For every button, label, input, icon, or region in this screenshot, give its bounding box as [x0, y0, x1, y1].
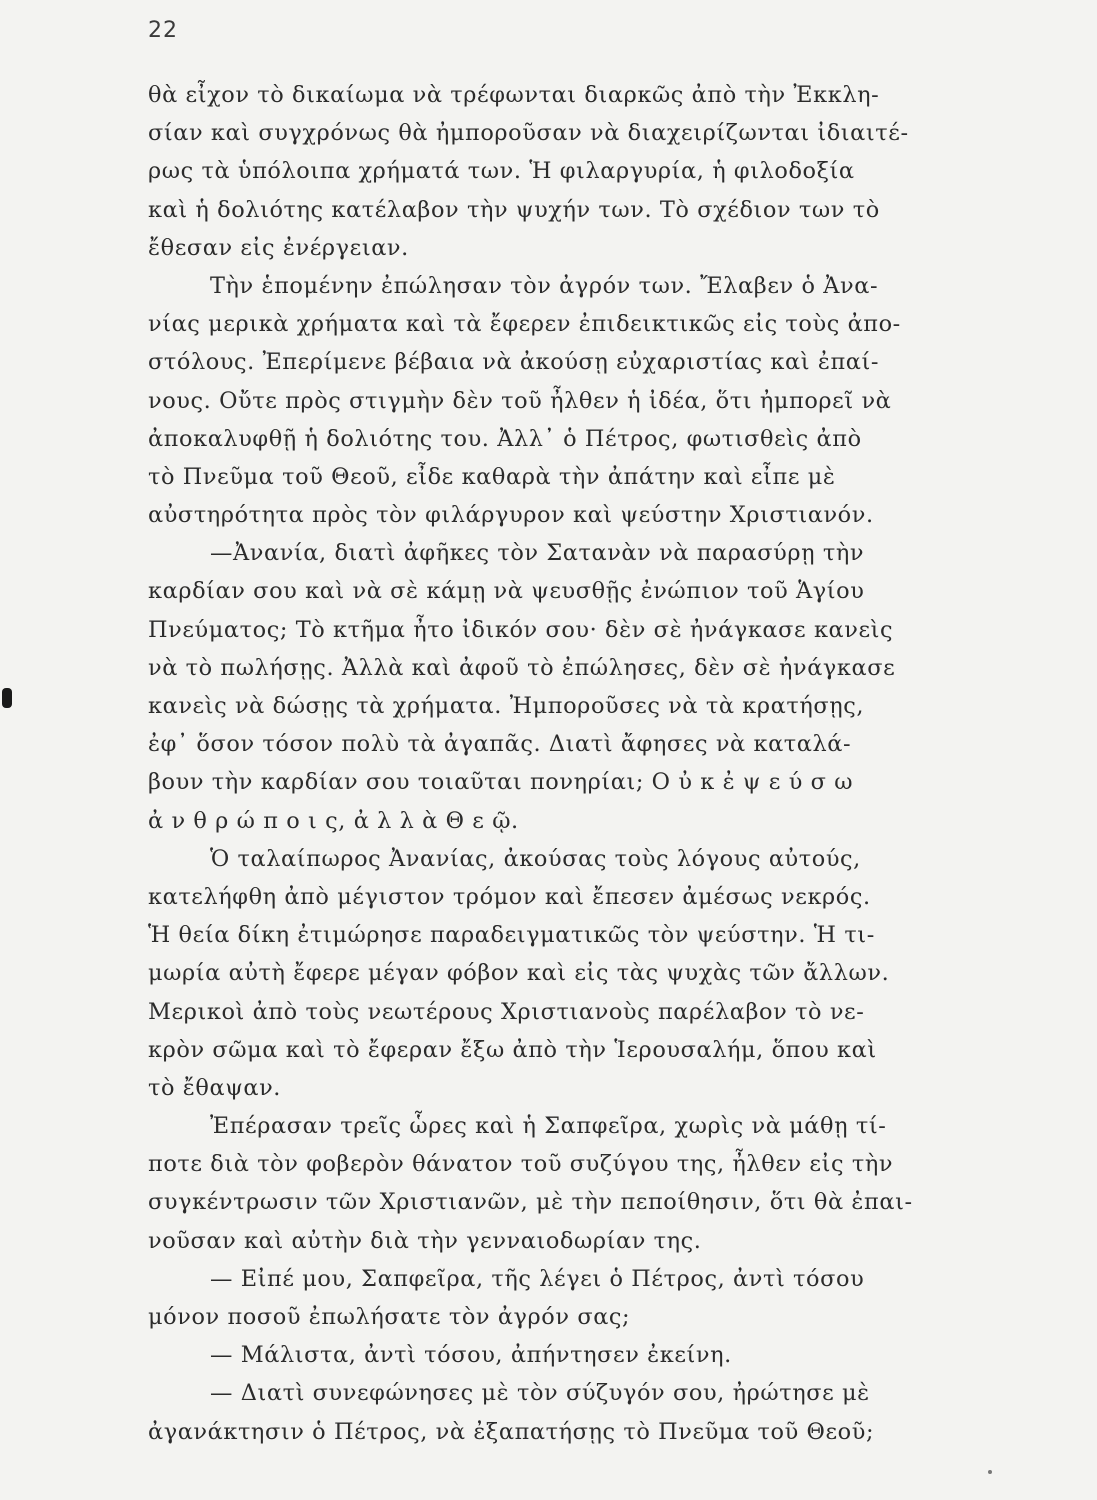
text-line: αὐστηρότητα πρὸς τὸν φιλάργυρον καὶ ψεύστην Χριστιανόν. — [148, 502, 874, 529]
text-line: μόνον ποσοῦ ἐπωλήσατε τὸν ἀγρόν σας; — [148, 1304, 631, 1330]
text-line: καὶ ἡ δολιότης κατέλαβον τὴν ψυχήν των. Τὸ σχέδιον των τὸ — [148, 196, 880, 223]
text-line: τὸ ἔθαψαν. — [148, 1074, 282, 1101]
text-line: τὸ Πνεῦμα τοῦ Θεοῦ, εἶδε καθαρὰ τὴν ἀπάτην καὶ εἶπε μὲ — [148, 463, 836, 490]
text-line: ἀποκαλυφθῇ ἡ δολιότης του. Ἀλλ᾽ ὁ Πέτρος, φωτισθεὶς ἀπὸ — [148, 425, 862, 452]
text-line: Πνεύματος; Τὸ κτῆμα ἦτο ἰδικόν σου· δὲν σὲ ἠνάγκασε κανεὶς — [148, 616, 894, 643]
text-line: νους. Οὔτε πρὸς στιγμὴν δὲν τοῦ ἦλθεν ἡ ἰδέα, ὅτι ἠμπορεῖ νὰ — [148, 387, 892, 414]
text-line: ἀ ν θ ρ ώ π ο ι ς, ἀ λ λ ὰ Θ ε ῷ. — [148, 807, 519, 834]
page-number: 22 — [148, 18, 178, 43]
text-line: ποτε διὰ τὸν φοβερὸν θάνατον τοῦ συζύγου της, ἦλθεν εἰς τὴν — [148, 1151, 894, 1178]
text-line: νοῦσαν καὶ αὐτὴν διὰ τὴν γενναιοδωρίαν της. — [148, 1227, 702, 1254]
paragraph-start-line: Τὴν ἑπομένην ἐπώλησαν τὸν ἀγρόν των. Ἔλαβεν ὁ Ἀνα- — [210, 272, 879, 299]
body-text — [148, 76, 1028, 1451]
text-line: κρὸν σῶμα καὶ τὸ ἔφεραν ἔξω ἀπὸ τὴν Ἱερουσαλήμ, ὅπου καὶ — [148, 1036, 877, 1063]
text-line: θὰ εἶχον τὸ δικαίωμα νὰ τρέφωνται διαρκῶς ἀπὸ τὴν Ἐκκλη- — [148, 82, 880, 108]
text-line: ἔθεσαν εἰς ἐνέργειαν. — [148, 234, 409, 261]
text-line: κανεὶς νὰ δώσῃς τὰ χρήματα. Ἠμποροῦσες νὰ τὰ κρατήσῃς, — [148, 693, 865, 719]
paragraph-start-line: — Διατὶ συνεφώνησες μὲ τὸν σύζυγόν σου, ἠρώτησε μὲ — [210, 1380, 870, 1407]
text-line: βουν τὴν καρδίαν σου τοιαῦται πονηρίαι; Ο ὐ κ ἐ ψ ε ύ σ ω — [148, 769, 854, 796]
text-line: σίαν καὶ συγχρόνως θὰ ἠμποροῦσαν νὰ διαχειρίζωνται ἰδιαιτέ- — [148, 120, 909, 147]
text-line: ἐφ᾽ ὅσον τόσον πολὺ τὰ ἀγαπᾶς. Διατὶ ἄφησες νὰ καταλά- — [148, 731, 852, 758]
text-line: νίας μερικὰ χρήματα καὶ τὰ ἔφερεν ἐπιδεικτικῶς εἰς τοὺς ἀπο- — [148, 311, 901, 338]
text-line: μωρία αὐτὴ ἔφερε μέγαν φόβον καὶ εἰς τὰς ψυχὰς τῶν ἄλλων. — [148, 960, 890, 987]
text-line: νὰ τὸ πωλήσῃς. Ἀλλὰ καὶ ἀφοῦ τὸ ἐπώλησες, δὲν σὲ ἠνάγκασε — [148, 654, 896, 681]
paragraph-start-line: — Μάλιστα, ἀντὶ τόσου, ἀπήντησεν ἐκείνη. — [210, 1342, 732, 1369]
text-line: στόλους. Ἐπερίμενε βέβαια νὰ ἀκούσῃ εὐχαριστίας καὶ ἐπαί- — [148, 349, 880, 376]
paragraph-start-line: — Εἰπέ μου, Σαπφεῖρα, τῆς λέγει ὁ Πέτρος, ἀντὶ τόσου — [210, 1265, 865, 1292]
text-line: κατελήφθη ἀπὸ μέγιστον τρόμον καὶ ἔπεσεν ἀμέσως νεκρός. — [148, 883, 871, 910]
paragraph-start-line: Ὁ ταλαίπωρος Ἀνανίας, ἀκούσας τοὺς λόγους αὐτούς, — [210, 845, 861, 872]
text-line: Ἡ θεία δίκη ἐτιμώρησε παραδειγματικῶς τὸν ψεύστην. Ἡ τι- — [148, 922, 875, 949]
margin-ink-mark — [2, 688, 12, 708]
text-line: Μερικοὶ ἀπὸ τοὺς νεωτέρους Χριστιανοὺς παρέλαβον τὸ νε- — [148, 998, 865, 1025]
text-line: συγκέντρωσιν τῶν Χριστιανῶν, μὲ τὴν πεποίθησιν, ὅτι θὰ ἐπαι- — [148, 1189, 913, 1216]
paragraph-start-line: Ἐπέρασαν τρεῖς ὧρες καὶ ἡ Σαπφεῖρα, χωρὶς νὰ μάθῃ τί- — [210, 1113, 887, 1140]
text-line: ρως τὰ ὑπόλοιπα χρήματά των. Ἡ φιλαργυρία, ἡ φιλοδοξία — [148, 158, 855, 185]
paper-speck — [988, 1470, 992, 1474]
text-line: καρδίαν σου καὶ νὰ σὲ κάμῃ νὰ ψευσθῇς ἐνώπιον τοῦ Ἁγίου — [148, 578, 865, 605]
paragraph-start-line: —Ἀνανία, διατὶ ἀφῆκες τὸν Σατανὰν νὰ παρασύρῃ τὴν — [210, 540, 865, 567]
text-line: ἀγανάκτησιν ὁ Πέτρος, νὰ ἐξαπατήσῃς τὸ Πνεῦμα τοῦ Θεοῦ; — [148, 1418, 875, 1445]
